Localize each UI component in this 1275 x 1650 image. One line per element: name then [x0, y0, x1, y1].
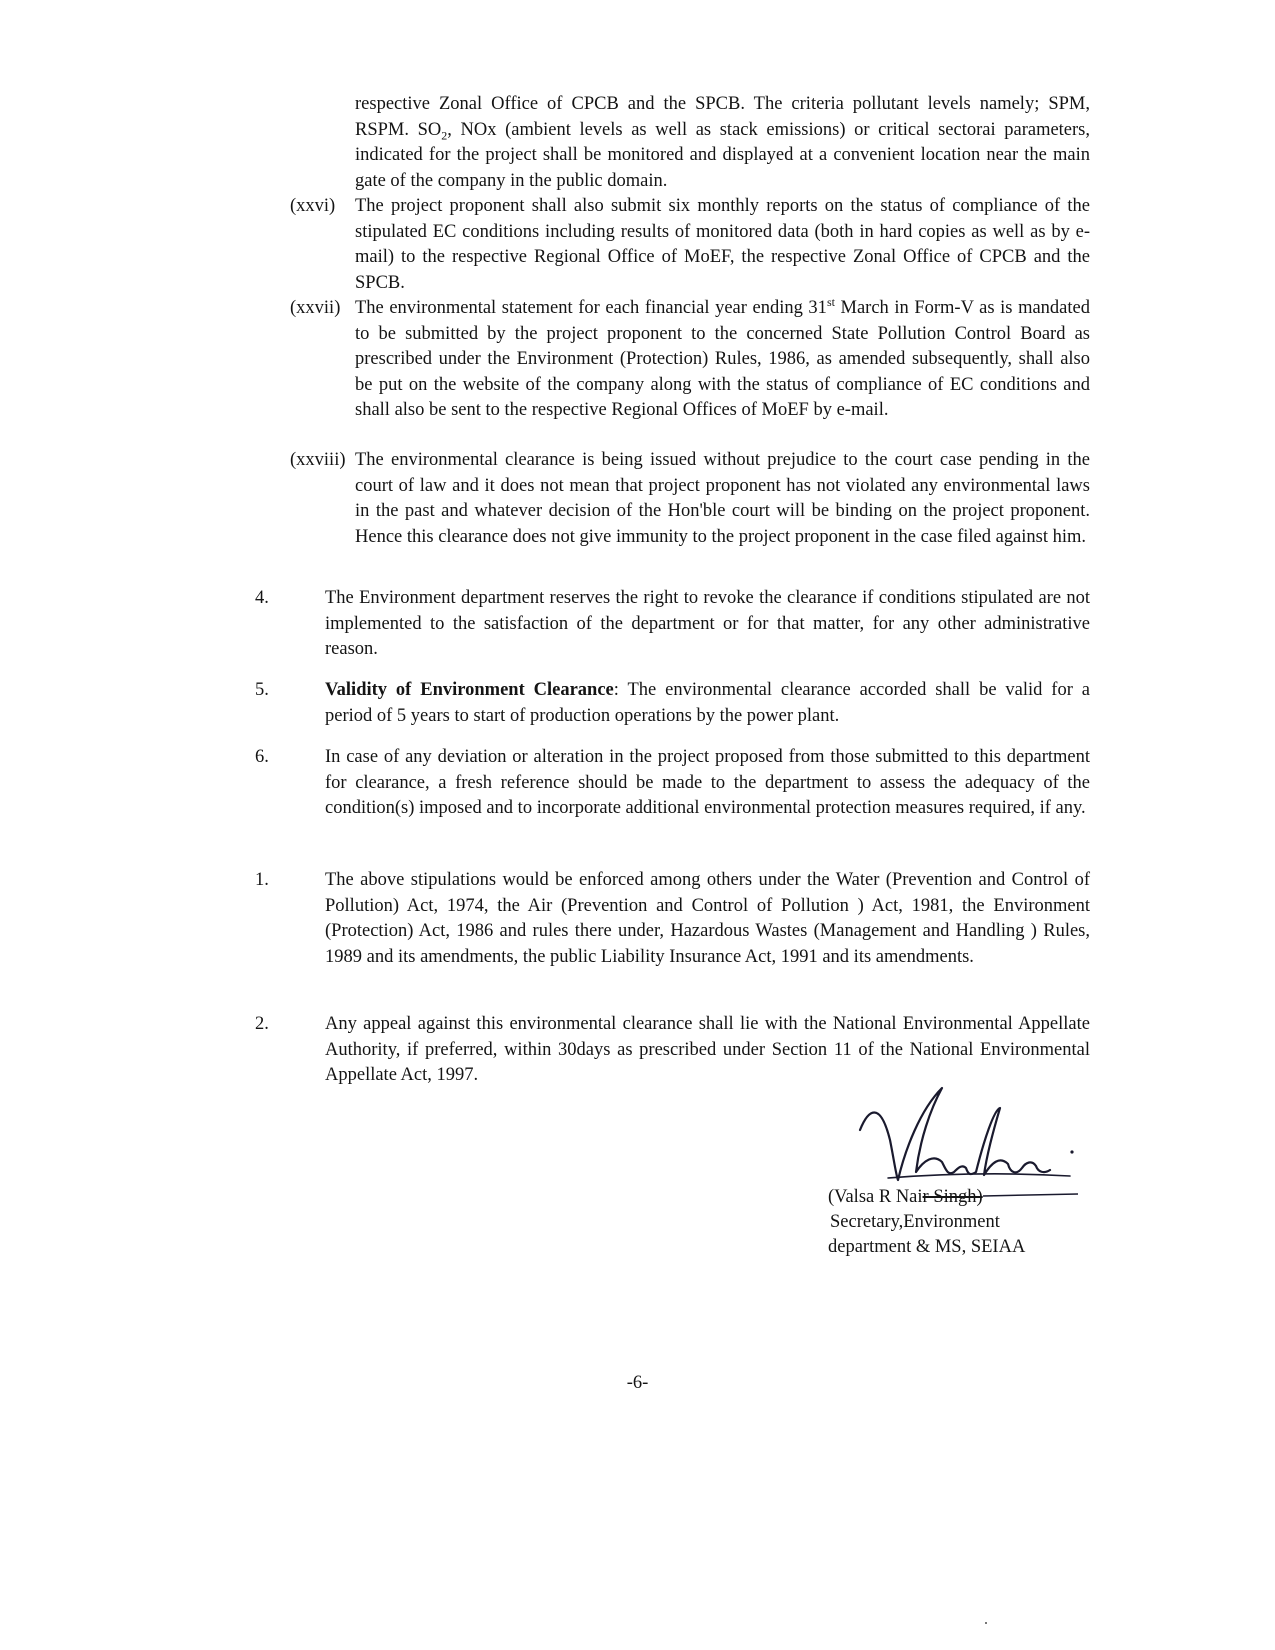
item-label: 2.	[255, 1014, 269, 1034]
signatory-title: Secretary,Environment	[830, 1212, 1000, 1232]
item-text: In case of any deviation or alteration in the project proposed from those submitted to this department for clearance, a fresh reference should be made to the department to assess the adequacy of the condition(s) imposed and to incorporate additional environmental protection measures required, if any.	[325, 747, 1090, 818]
handwritten-signature	[850, 1080, 1080, 1200]
item-label: 5.	[255, 680, 269, 700]
item-label: (xxviii)	[290, 450, 346, 470]
continuation-paragraph: respective Zonal Office of CPCB and the SPCB. The criteria pollutant levels namely; SPM, RSPM. $SO_2$, NOx (ambient levels as well as stack emissions) or critical sectorai parameters, indicated for the project shall be monitored and displayed at a convenient location near the main gate of the company in the public domain.	[355, 94, 1091, 191]
item-label: 4.	[255, 588, 269, 608]
item-label: 1.	[255, 870, 269, 890]
signatory-department: department & MS, SEIAA	[828, 1237, 1026, 1257]
item-text: The Environment department reserves the right to revoke the clearance if conditions stipulated are not implemented to the satisfaction of the department or for that matter, for any other administrative reason.	[325, 588, 1090, 659]
signatory-block	[828, 1185, 1078, 1260]
item-label: 6.	[255, 747, 269, 767]
item-label: (xxvi)	[290, 196, 336, 216]
strike-line	[983, 1190, 1078, 1200]
scan-speck	[985, 1622, 987, 1624]
item-text: The project proponent shall also submit six monthly reports on the status of compliance of the stipulated EC conditions including results of monitored data (both in hard copies as well as by e-mail) to the respective Regional Office of MoEF, the respective Zonal Office of CPCB and the SPCB.	[355, 196, 1090, 293]
signatory-name: (Valsa R Nair Singh)	[828, 1185, 1078, 1210]
item-text: The environmental clearance is being issued without prejudice to the court case pending in the court of law and it does not mean that project proponent has not violated any environmental laws in the past and whatever decision of the Hon'ble court will be binding on the project proponent. Hence this clearance does not give immunity to the project proponent in the case filed against him.	[355, 450, 1090, 547]
item-text: Any appeal against this environmental clearance shall lie with the National Environmental Appellate Authority, if preferred, within 30days as prescribed under Section 11 of the National Environmental Appellate Act, 1997.	[325, 1014, 1090, 1085]
page-number: -6-	[626, 1373, 649, 1393]
validity-heading: Validity of Environment Clearance	[325, 680, 614, 700]
item-label: (xxvii)	[290, 298, 341, 318]
item-text: Validity of Environment Clearance: The environmental clearance accorded shall be valid for a period of 5 years to start of production operations by the power plant.	[325, 680, 1090, 726]
item-text: The environmental statement for each financial year ending 31st March in Form-V as is mandated to be submitted by the project proponent to the concerned State Pollution Control Board as prescribed under the Environment (Protection) Rules, 1986, as amended subsequently, shall also be put on the website of the company along with the status of compliance of EC conditions and shall also be sent to the respective Regional Offices of MoEF by e-mail.	[355, 294, 1090, 420]
item-text: The above stipulations would be enforced among others under the Water (Prevention and Control of Pollution) Act, 1974, the Air (Prevention and Control of Pollution ) Act, 1981, the Environment (Protection) Act, 1986 and rules there under, Hazardous Wastes (Management and Handling ) Rules, 1989 and its amendments, the public Liability Insurance Act, 1991 and its amendments.	[325, 870, 1090, 967]
